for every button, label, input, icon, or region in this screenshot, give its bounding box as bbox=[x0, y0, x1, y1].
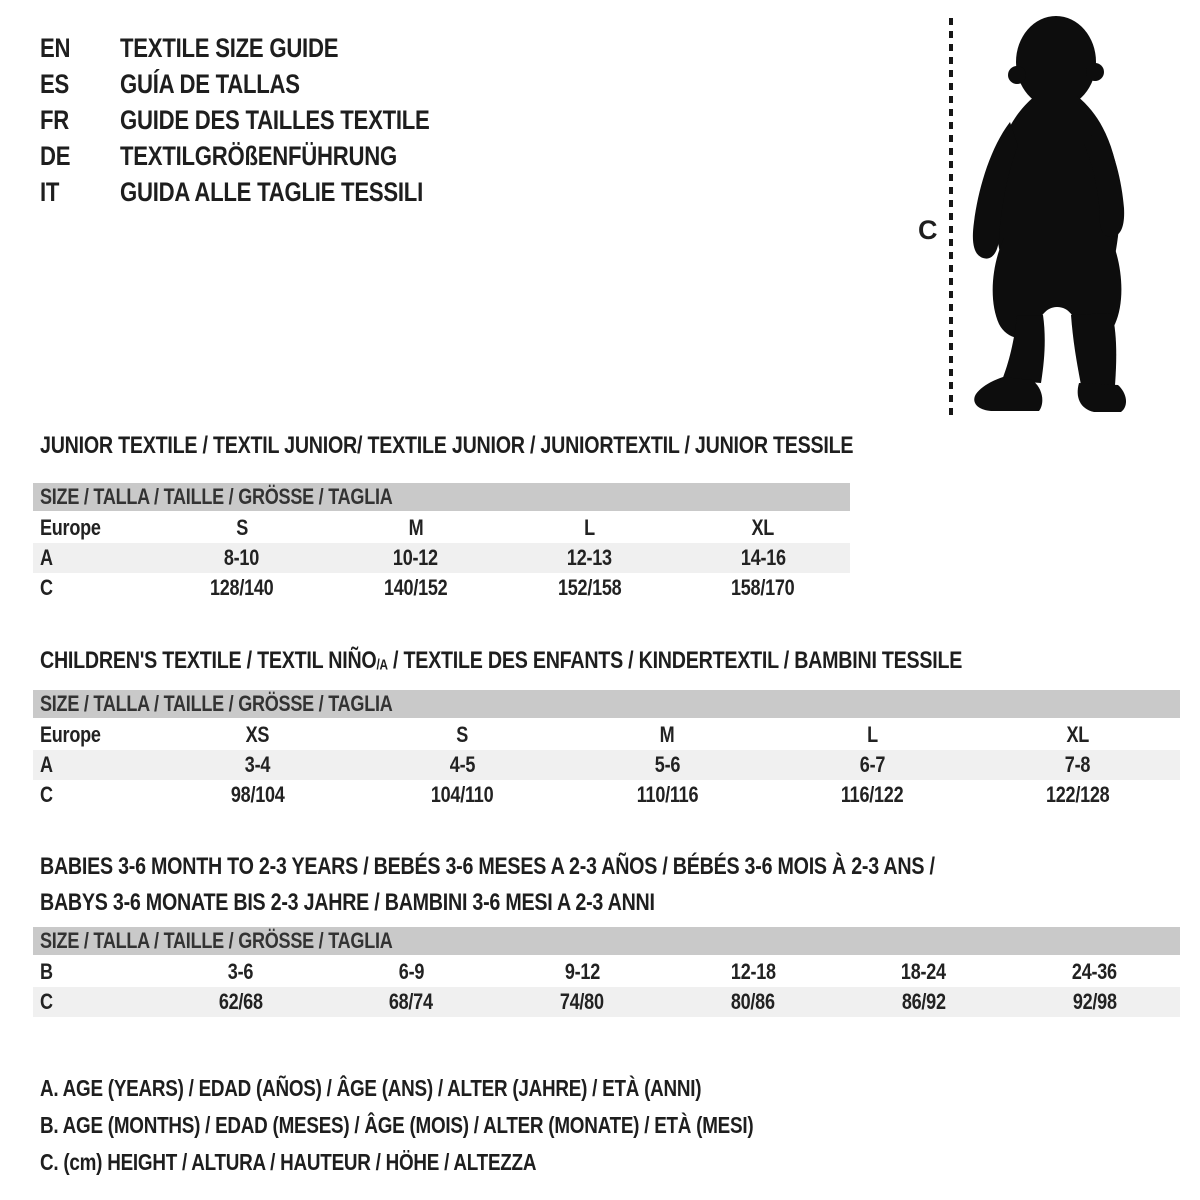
row-label: A bbox=[40, 752, 53, 777]
language-code: ES bbox=[40, 69, 70, 99]
table-cell: 5-6 bbox=[654, 752, 681, 777]
table-cell: 110/116 bbox=[636, 782, 699, 807]
table-cell: 128/140 bbox=[210, 575, 274, 600]
table-row bbox=[33, 513, 850, 543]
language-list bbox=[40, 30, 498, 210]
row-label: C bbox=[40, 575, 53, 600]
size-column-header: M bbox=[660, 722, 675, 747]
table-cell: 68/74 bbox=[389, 989, 434, 1014]
table-cell: 158/170 bbox=[731, 575, 795, 600]
table-cell: 24-36 bbox=[1072, 959, 1118, 984]
size-bar-label: SIZE / TALLA / TAILLE / GRÖSSE / TAGLIA bbox=[40, 484, 393, 509]
language-code: IT bbox=[40, 177, 60, 207]
size-column-header: XL bbox=[1066, 722, 1089, 747]
height-measure-label: C bbox=[918, 215, 938, 245]
language-title: TEXTILE SIZE GUIDE bbox=[120, 33, 339, 63]
table-cell: 6-7 bbox=[859, 752, 886, 777]
size-bar-label: SIZE / TALLA / TAILLE / GRÖSSE / TAGLIA bbox=[40, 928, 393, 953]
table-row bbox=[33, 720, 1180, 750]
language-title: GUIDA ALLE TAGLIE TESSILI bbox=[120, 177, 423, 207]
legend-text: C. (cm) HEIGHT / ALTURA / HAUTEUR / HÖHE / ALTEZZA bbox=[40, 1149, 537, 1175]
language-row-es bbox=[40, 66, 498, 102]
table-cell: 92/98 bbox=[1072, 989, 1117, 1014]
babies-title-line2: BABYS 3-6 MONATE BIS 2-3 JAHRE / BAMBINI 3-6 MESI A 2-3 ANNI bbox=[40, 889, 655, 916]
size-column-header: XL bbox=[751, 515, 775, 540]
table-cell: 116/122 bbox=[841, 782, 904, 807]
size-column-header: M bbox=[408, 515, 424, 540]
table-cell: 86/92 bbox=[901, 989, 946, 1014]
table-cell: 98/104 bbox=[230, 782, 285, 807]
table-cell: 12-13 bbox=[566, 545, 612, 570]
language-row-it bbox=[40, 174, 498, 210]
children-section-title-text bbox=[40, 643, 962, 684]
row-label: C bbox=[40, 782, 53, 807]
table-cell: 7-8 bbox=[1064, 752, 1091, 777]
row-label: Europe bbox=[40, 722, 101, 747]
junior-section-title-text: JUNIOR TEXTILE / TEXTIL JUNIOR/ TEXTILE JUNIOR / JUNIORTEXTIL / JUNIOR TESSILE bbox=[40, 432, 854, 459]
table-cell: 3-6 bbox=[227, 959, 254, 984]
babies-title-line1: BABIES 3-6 MONTH TO 2-3 YEARS / BEBÉS 3-6 MESES A 2-3 AÑOS / BÉBÉS 3-6 MOIS À 2-3 ANS / bbox=[40, 853, 935, 880]
table-cell: 14-16 bbox=[740, 545, 786, 570]
title-part: / TEXTILE DES ENFANTS / KINDERTEXTIL / BAMBINI TESSILE bbox=[387, 647, 963, 674]
table-row bbox=[33, 750, 1180, 780]
title-part: CHILDREN'S TEXTILE / TEXTIL NIÑO bbox=[40, 647, 377, 674]
toddler-silhouette-icon bbox=[880, 0, 1200, 430]
legend-line-a bbox=[40, 1070, 910, 1107]
children-size-table bbox=[33, 690, 1180, 810]
size-column-header: L bbox=[867, 722, 878, 747]
table-cell: 74/80 bbox=[560, 989, 605, 1014]
size-column-header: L bbox=[583, 515, 595, 540]
babies-size-table bbox=[33, 927, 1180, 1017]
table-cell: 80/86 bbox=[730, 989, 775, 1014]
language-title: GUÍA DE TALLAS bbox=[120, 69, 300, 99]
size-bar-label: SIZE / TALLA / TAILLE / GRÖSSE / TAGLIA bbox=[40, 691, 393, 716]
table-cell: 6-9 bbox=[398, 959, 424, 984]
size-column-header: S bbox=[456, 722, 469, 747]
language-title: GUIDE DES TAILLES TEXTILE bbox=[120, 105, 430, 135]
table-cell: 8-10 bbox=[224, 545, 260, 570]
table-row bbox=[33, 573, 850, 603]
legend-line-b bbox=[40, 1107, 910, 1144]
size-bar bbox=[33, 690, 1180, 718]
table-cell: 9-12 bbox=[564, 959, 600, 984]
title-subscript: /A bbox=[376, 657, 388, 674]
table-row bbox=[33, 987, 1180, 1017]
row-label: B bbox=[40, 959, 53, 984]
table-cell: 3-4 bbox=[244, 752, 271, 777]
language-row-de bbox=[40, 138, 498, 174]
junior-size-table bbox=[33, 483, 850, 603]
table-cell: 152/158 bbox=[557, 575, 622, 600]
table-row bbox=[33, 957, 1180, 987]
row-label: Europe bbox=[40, 515, 101, 540]
language-code: EN bbox=[40, 33, 71, 63]
table-cell: 4-5 bbox=[449, 752, 476, 777]
size-column-header: S bbox=[235, 515, 248, 540]
language-code: FR bbox=[40, 105, 70, 135]
legend bbox=[40, 1070, 910, 1181]
size-column-header: XS bbox=[245, 722, 270, 747]
junior-section-title bbox=[40, 428, 1032, 464]
table-cell: 18-24 bbox=[901, 959, 947, 984]
babies-section-title bbox=[40, 849, 1131, 921]
size-bar bbox=[33, 483, 850, 511]
language-row-en bbox=[40, 30, 498, 66]
legend-line-c bbox=[40, 1144, 910, 1181]
table-cell: 104/110 bbox=[431, 782, 494, 807]
row-label: A bbox=[40, 545, 53, 570]
legend-text: B. AGE (MONTHS) / EDAD (MESES) / ÂGE (MOIS) / ALTER (MONATE) / ETÀ (MESI) bbox=[40, 1112, 754, 1138]
table-cell: 10-12 bbox=[393, 545, 439, 570]
table-row bbox=[33, 780, 1180, 810]
children-section-title bbox=[40, 643, 1165, 684]
legend-text: A. AGE (YEARS) / EDAD (AÑOS) / ÂGE (ANS) / ALTER (JAHRE) / ETÀ (ANNI) bbox=[40, 1075, 702, 1101]
table-cell: 140/152 bbox=[383, 575, 448, 600]
table-cell: 122/128 bbox=[1045, 782, 1110, 807]
language-code: DE bbox=[40, 141, 71, 171]
language-row-fr bbox=[40, 102, 498, 138]
table-cell: 62/68 bbox=[218, 989, 263, 1014]
row-label: C bbox=[40, 989, 53, 1014]
table-cell: 12-18 bbox=[730, 959, 776, 984]
table-row bbox=[33, 543, 850, 573]
size-bar bbox=[33, 927, 1180, 955]
language-title: TEXTILGRÖßENFÜHRUNG bbox=[120, 141, 397, 171]
